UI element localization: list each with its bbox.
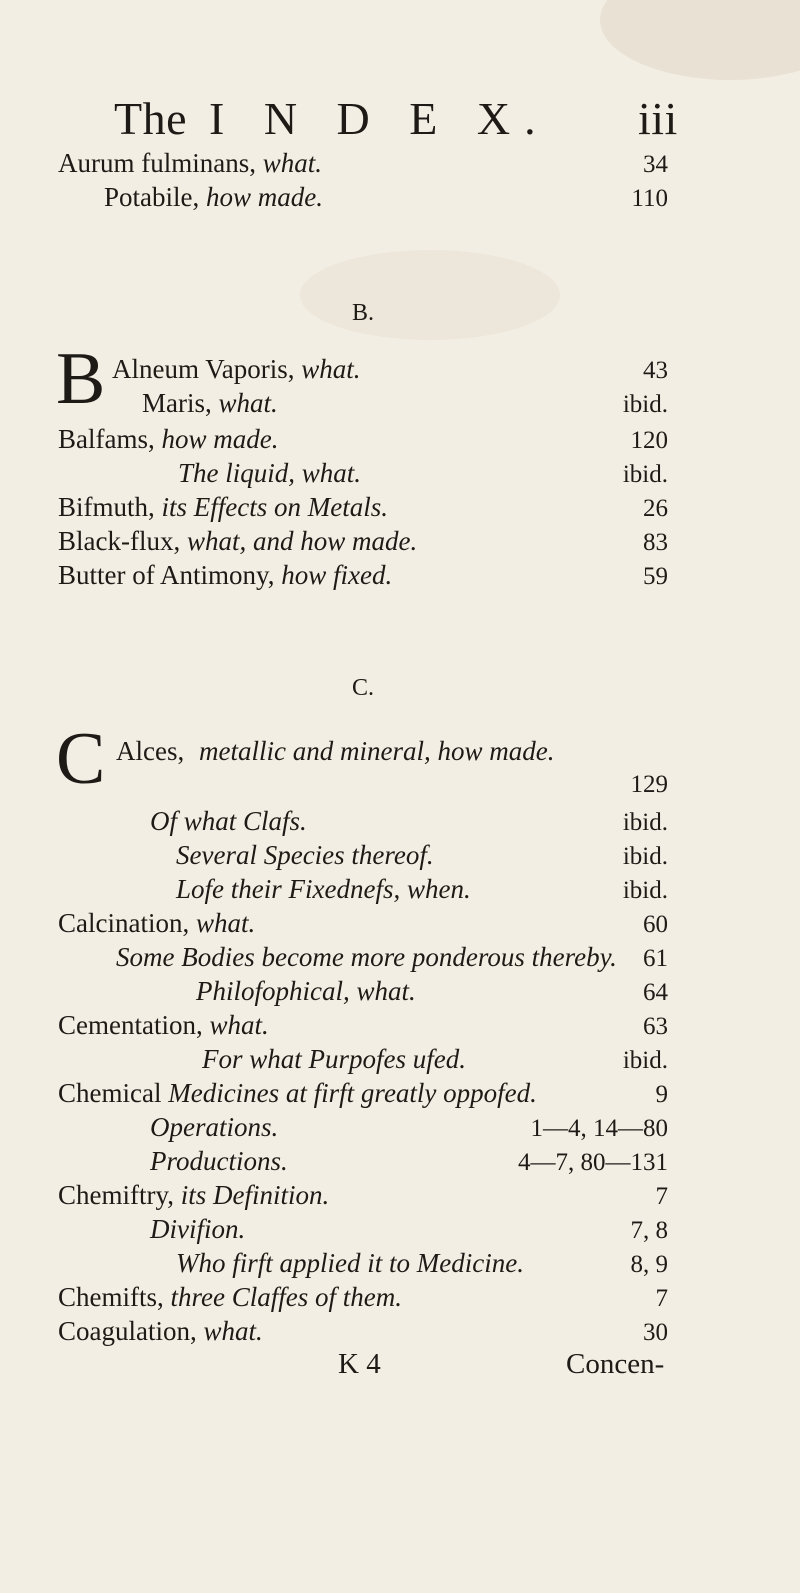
index-entry xyxy=(58,146,322,180)
entry-desc: what. xyxy=(203,1316,263,1346)
entry-page: 63 xyxy=(643,1013,668,1040)
entry-desc: three Claffes of them. xyxy=(170,1282,402,1312)
signature-mark: K 4 xyxy=(338,1348,381,1380)
entry-desc: how made. xyxy=(206,182,323,212)
entry-desc: Productions. xyxy=(150,1146,288,1176)
index-entry xyxy=(58,558,392,592)
entry-head: Cementation, xyxy=(58,1010,203,1040)
entry-head: Alces, xyxy=(116,736,185,766)
entry-desc: Divifion. xyxy=(150,1214,246,1244)
entry-page: 120 xyxy=(630,427,668,454)
header-index: I N D E X. xyxy=(209,93,550,144)
entry-page: 34 xyxy=(643,151,668,178)
entry-desc: how fixed. xyxy=(281,560,393,590)
index-entry xyxy=(116,734,554,768)
section-heading-c: C. xyxy=(352,675,375,701)
entry-desc: Operations. xyxy=(150,1112,279,1142)
entry-page: ibid. xyxy=(622,1047,668,1074)
entry-page: ibid. xyxy=(622,461,668,488)
entry-desc: what. xyxy=(218,388,278,418)
entry-desc: what. xyxy=(301,354,361,384)
paper-stain xyxy=(600,0,800,80)
entry-desc: Philofophical, what. xyxy=(196,976,416,1006)
entry-desc: Of what Clafs. xyxy=(150,806,307,836)
index-entry xyxy=(58,1280,402,1314)
entry-desc: Who firft applied it to Medicine. xyxy=(176,1248,524,1278)
index-entry xyxy=(112,352,361,386)
entry-page: ibid. xyxy=(622,877,668,904)
index-entry xyxy=(58,1178,329,1212)
page-number: iii xyxy=(638,93,678,144)
entry-page: 61 xyxy=(643,945,668,972)
header-the: The xyxy=(114,93,188,144)
entry-page: 64 xyxy=(643,979,668,1006)
entry-desc: For what Purpofes ufed. xyxy=(202,1044,466,1074)
entry-head: Calcination, xyxy=(58,908,190,938)
entry-page: 4—7, 80—131 xyxy=(518,1149,668,1176)
entry-head: Alneum Vaporis, xyxy=(112,354,295,384)
index-entry xyxy=(58,490,388,524)
entry-page: 26 xyxy=(643,495,668,522)
index-entry xyxy=(58,1008,269,1042)
entry-head: Maris, xyxy=(142,388,212,418)
index-entry xyxy=(58,1076,537,1110)
entry-desc: what. xyxy=(209,1010,269,1040)
entry-desc: what. xyxy=(262,148,322,178)
entry-page: 60 xyxy=(643,911,668,938)
drop-cap-b: B xyxy=(56,338,106,420)
entry-desc: Several Species thereof. xyxy=(176,840,434,870)
entry-page: 83 xyxy=(643,529,668,556)
entry-desc: Some Bodies become more ponderous thereby. xyxy=(116,942,617,972)
entry-desc: how made. xyxy=(161,424,279,454)
entry-page: 9 xyxy=(655,1081,668,1108)
index-entry xyxy=(104,180,323,214)
entry-desc: its Definition. xyxy=(180,1180,330,1210)
drop-cap-c: C xyxy=(56,718,106,800)
section-heading-b: B. xyxy=(352,300,375,326)
entry-page: 7, 8 xyxy=(630,1217,668,1244)
entry-page: ibid. xyxy=(622,843,668,870)
index-entry xyxy=(142,386,278,420)
entry-page: 8, 9 xyxy=(630,1251,668,1278)
entry-desc: Lofe their Fixednefs, when. xyxy=(176,874,471,904)
entry-head: Aurum fulminans, xyxy=(58,148,256,178)
entry-page: 7 xyxy=(655,1183,668,1210)
entry-desc: The liquid, what. xyxy=(178,458,362,488)
index-entry xyxy=(58,906,255,940)
index-entry xyxy=(58,422,278,456)
entry-desc: metallic and mineral, how made. xyxy=(198,736,555,766)
entry-page: 129 xyxy=(630,771,668,798)
entry-head: Chemiftry, xyxy=(58,1180,174,1210)
entry-head: Balfams, xyxy=(58,424,155,454)
entry-page: 30 xyxy=(643,1319,668,1346)
entry-page: 59 xyxy=(643,563,668,590)
entry-desc: Medicines at firft greatly oppofed. xyxy=(168,1078,537,1108)
entry-page: 43 xyxy=(643,357,668,384)
entry-head: Bifmuth, xyxy=(58,492,155,522)
entry-head: Coagulation, xyxy=(58,1316,197,1346)
entry-desc: what, and how made. xyxy=(186,526,418,556)
index-entry xyxy=(58,524,417,558)
entry-page: ibid. xyxy=(622,809,668,836)
entry-page: 7 xyxy=(655,1285,668,1312)
entry-desc: what. xyxy=(195,908,256,938)
entry-head: Potabile, xyxy=(104,182,200,212)
catchword: Concen- xyxy=(566,1348,665,1380)
entry-desc: its Effects on Metals. xyxy=(161,492,388,522)
paper-stain xyxy=(300,250,560,340)
entry-head: Chemical xyxy=(58,1078,162,1108)
entry-page: ibid. xyxy=(622,391,668,418)
index-entry xyxy=(58,1314,263,1348)
entry-head: Butter of Antimony, xyxy=(58,560,275,590)
entry-head: Black-flux, xyxy=(58,526,181,556)
entry-page: 110 xyxy=(631,185,668,212)
entry-page: 1—4, 14—80 xyxy=(530,1115,668,1142)
running-header xyxy=(114,92,550,145)
entry-head: Chemifts, xyxy=(58,1282,164,1312)
